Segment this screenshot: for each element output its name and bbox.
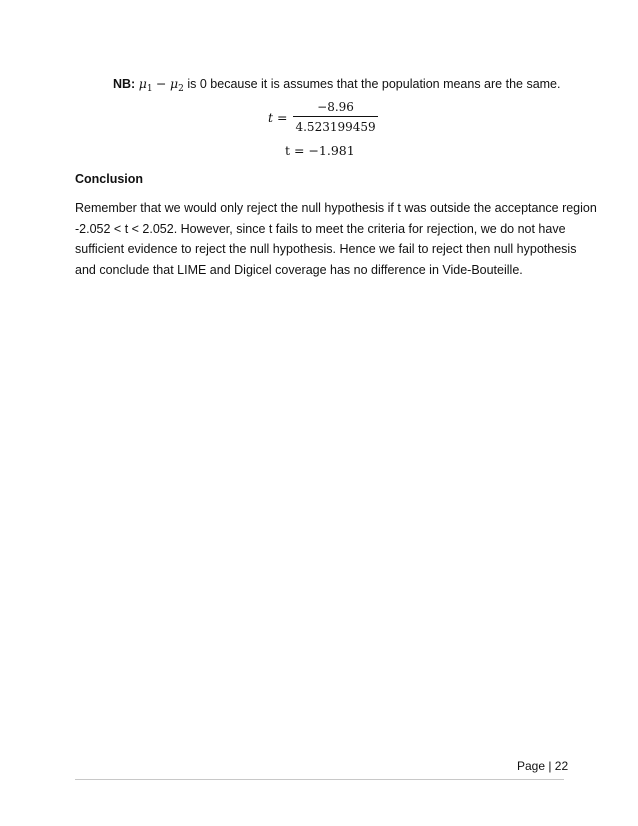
mu-symbol-1: $\mu_1$ (138, 76, 153, 94)
nb-note (113, 76, 561, 94)
fraction (293, 100, 377, 134)
mu-symbol-2: $\mu_2$ (170, 76, 184, 94)
conclusion-heading: Conclusion (75, 172, 144, 186)
paragraph-line: -2.052 < t < 2.052. However, since t fails to meet the criteria for rejection, we do not have (75, 221, 566, 236)
fraction-denominator: 4.523199459 (295, 120, 376, 134)
fraction-numerator: −8.96 (317, 100, 354, 114)
paragraph-line: Remember that we would only reject the null hypothesis if t was outside the acceptance region (75, 201, 597, 215)
page-number: Page | 22 (517, 759, 569, 773)
mu-subscript-1: 1 (146, 84, 153, 94)
mu-subscript-2: 2 (178, 84, 184, 94)
nb-label: NB: (113, 77, 136, 91)
paragraph-line: and conclude that LIME and Digicel coverage has no difference in Vide-Bouteille. (75, 262, 523, 277)
footer-divider (75, 779, 564, 780)
nb-text: is 0 because it is assumes that the population means are the same. (187, 77, 561, 91)
minus-sign: − (156, 76, 167, 91)
conclusion-paragraph (75, 198, 597, 280)
t-lhs: t = (268, 109, 288, 125)
paragraph-line: sufficient evidence to reject the null hypothesis. Hence we fail to reject then null hypothesis (75, 242, 577, 256)
t-result-equation: t = −1.981 (285, 143, 355, 158)
t-fraction-equation (268, 100, 378, 134)
